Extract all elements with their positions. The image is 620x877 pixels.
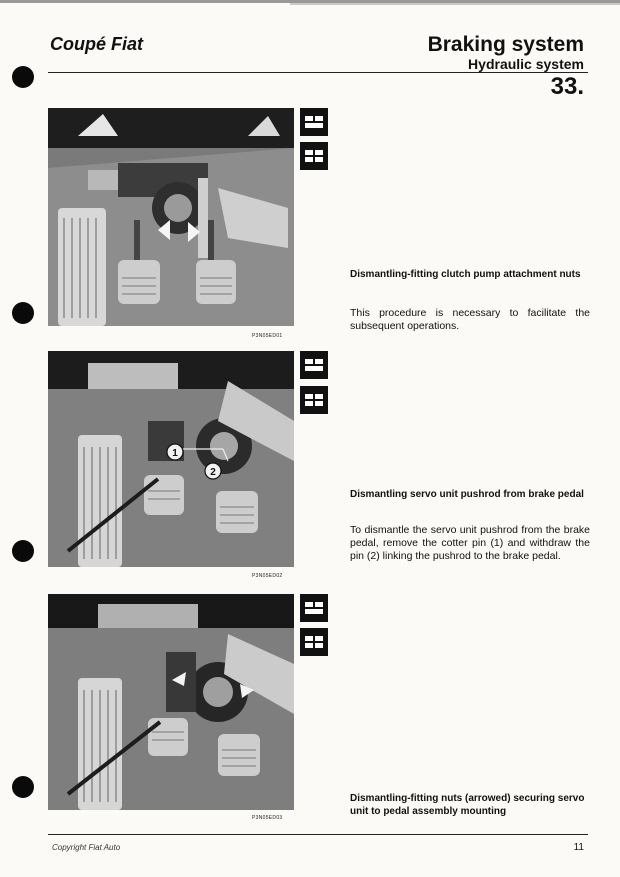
section-body-2: To dismantle the servo unit pushrod from the brake pedal, remove the cotter pin (1) and withdraw the pin (2) linking the pushrod to the brake pedal. xyxy=(350,524,590,562)
figure-photo-2 xyxy=(48,351,294,567)
figure-code-2: P3N05ED02 xyxy=(252,573,283,579)
page-subtitle: Hydraulic system xyxy=(468,56,584,72)
dismantle-icon xyxy=(300,594,328,622)
binder-hole-3 xyxy=(12,540,34,562)
section-title-3: Dismantling-fitting nuts (arrowed) securing servo unit to pedal assembly mounting xyxy=(350,793,585,817)
fit-icon xyxy=(300,628,328,656)
callout-1: 1 xyxy=(172,448,178,459)
binder-hole-2 xyxy=(12,302,34,324)
binder-hole-1 xyxy=(12,66,34,88)
page-number: 11 xyxy=(573,842,584,853)
dismantle-icon xyxy=(300,351,328,379)
fit-icon xyxy=(300,386,328,414)
figure-photo-3 xyxy=(48,594,294,810)
section-body-1: This procedure is necessary to facilitate the subsequent operations. xyxy=(350,307,590,332)
fit-icon xyxy=(300,142,328,170)
figure-code-3: P3N05ED03 xyxy=(252,815,283,821)
footer-rule xyxy=(48,834,588,835)
top-edge-line-secondary xyxy=(290,3,620,5)
figure-code-1: P3N05ED01 xyxy=(252,333,283,339)
section-title-1: Dismantling-fitting clutch pump attachment nuts xyxy=(350,269,581,280)
section-title-2: Dismantling servo unit pushrod from brake pedal xyxy=(350,489,584,500)
section-number: 33. xyxy=(550,73,584,100)
dismantle-icon xyxy=(300,108,328,136)
figure-photo-1 xyxy=(48,108,294,326)
brand-name: Coupé Fiat xyxy=(50,34,143,54)
binder-hole-4 xyxy=(12,776,34,798)
copyright-text: Copyright Fiat Auto xyxy=(52,843,121,852)
header-rule xyxy=(48,72,588,73)
callout-2: 2 xyxy=(210,467,216,478)
page-title: Braking system xyxy=(427,33,584,56)
